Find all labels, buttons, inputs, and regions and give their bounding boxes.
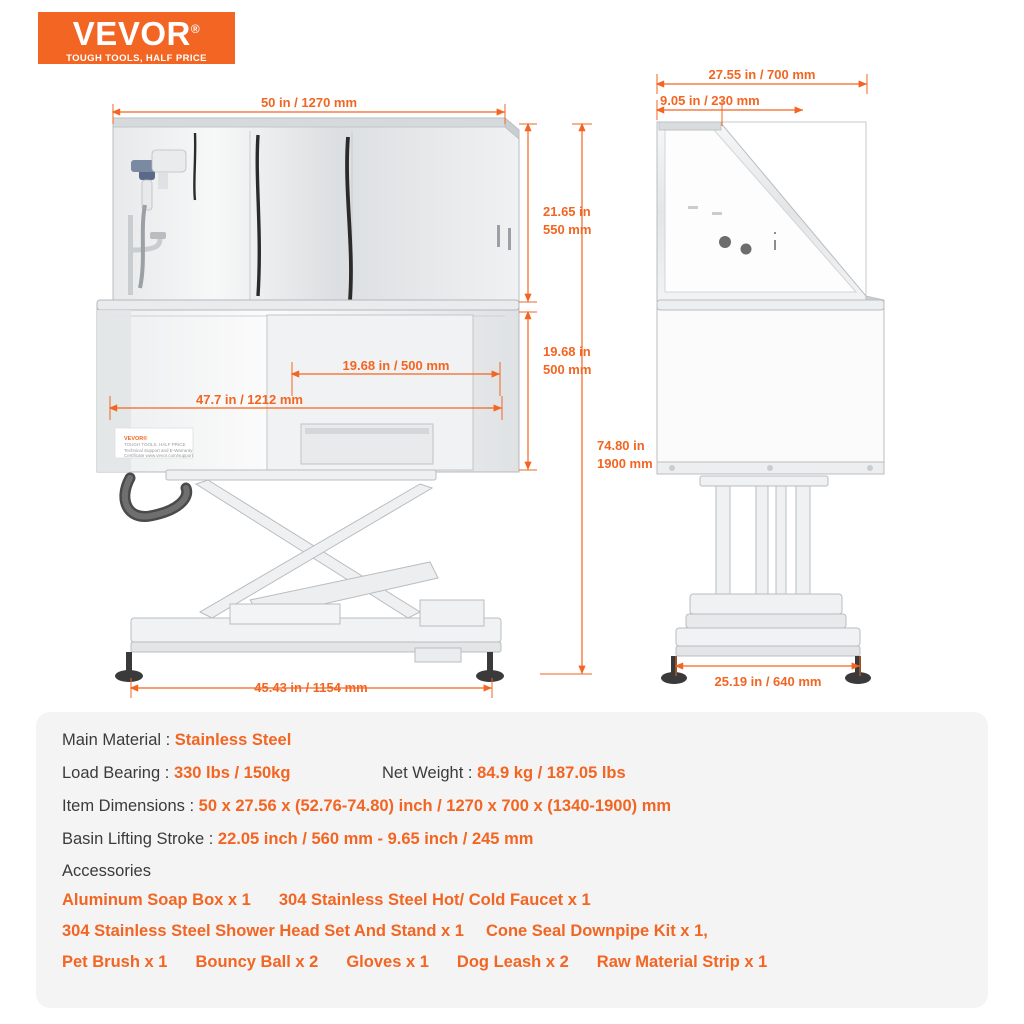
svg-text:TOUGH TOOLS, HALF PRICE: TOUGH TOOLS, HALF PRICE	[124, 442, 186, 447]
spec-value-net-weight: 84.9 kg / 187.05 lbs	[477, 764, 626, 782]
accessory-item-0: Aluminum Soap Box x 1	[62, 891, 251, 909]
dim-total-height-line2: 1900 mm	[597, 456, 653, 471]
spec-label-item-dimensions: Item Dimensions :	[62, 797, 195, 815]
spec-label-accessories: Accessories	[62, 862, 151, 880]
dim-base-length: 45.43 in / 1154 mm	[254, 680, 368, 695]
spec-label-basin-lifting-stroke: Basin Lifting Stroke :	[62, 830, 214, 848]
accessories-line-3	[62, 953, 962, 972]
dim-basin-inner-width: 47.7 in / 1212 mm	[196, 392, 303, 407]
dim-basin-depth-line2: 500 mm	[543, 362, 592, 377]
spec-value-basin-lifting-stroke: 22.05 inch / 560 mm - 9.65 inch / 245 mm	[217, 830, 534, 848]
spec-row-basin-lifting-stroke	[62, 829, 962, 849]
dim-door-width: 19.68 in / 500 mm	[342, 358, 450, 373]
accessory-item-2: 304 Stainless Steel Shower Head Set And Stand x 1	[62, 922, 464, 940]
accessory-item-1: 304 Stainless Steel Hot/ Cold Faucet x 1	[278, 891, 591, 909]
dim-total-height-line1: 74.80 in	[597, 438, 645, 453]
svg-text:Technical Support and E-Warran: Technical Support and E-Warranty	[124, 448, 193, 453]
accessory-item-6: Gloves x 1	[346, 953, 429, 971]
dim-upper-panel-height-line2: 550 mm	[543, 222, 592, 237]
spec-label-load-bearing: Load Bearing :	[62, 764, 170, 782]
accessories-line-1	[62, 891, 962, 910]
logo-brand-text: VEVOR	[72, 14, 191, 52]
accessory-item-5: Bouncy Ball x 2	[195, 953, 319, 971]
svg-text:VEVOR®: VEVOR®	[124, 436, 148, 442]
accessory-item-8: Raw Material Strip x 1	[596, 953, 768, 971]
spec-value-item-dimensions: 50 x 27.56 x (52.76-74.80) inch / 1270 x 700 x (1340-1900) mm	[198, 797, 672, 815]
spec-row-load-weight	[62, 763, 962, 783]
dim-base-depth: 25.19 in / 640 mm	[714, 674, 822, 689]
dim-basin-depth-line1: 19.68 in	[543, 344, 591, 359]
accessory-item-3: Cone Seal Downpipe Kit x 1,	[485, 922, 708, 940]
dim-side-depth: 27.55 in / 700 mm	[708, 67, 816, 82]
spec-value-load-bearing: 330 lbs / 150kg	[173, 764, 291, 782]
spec-label-net-weight: Net Weight :	[382, 764, 473, 782]
dim-width-top: 50 in / 1270 mm	[260, 95, 358, 110]
spec-label-main-material: Main Material :	[62, 731, 171, 749]
accessory-item-7: Dog Leash x 2	[456, 953, 569, 971]
spec-row-main-material	[62, 730, 962, 750]
spec-value-main-material: Stainless Steel	[174, 731, 292, 749]
logo-registered-mark: ®	[190, 21, 201, 36]
dim-upper-panel-height-line1: 21.65 in	[543, 204, 591, 219]
dim-top-rear-width: 9.05 in / 230 mm	[660, 93, 760, 108]
accessories-line-2	[62, 922, 962, 941]
spec-row-item-dimensions	[62, 796, 962, 816]
svg-text:Certificate www.vevor.com/supp: Certificate www.vevor.com/support	[124, 453, 194, 458]
specification-panel	[36, 712, 988, 1008]
logo-tagline: TOUGH TOOLS, HALF PRICE	[66, 52, 207, 64]
accessory-item-4: Pet Brush x 1	[62, 953, 168, 971]
